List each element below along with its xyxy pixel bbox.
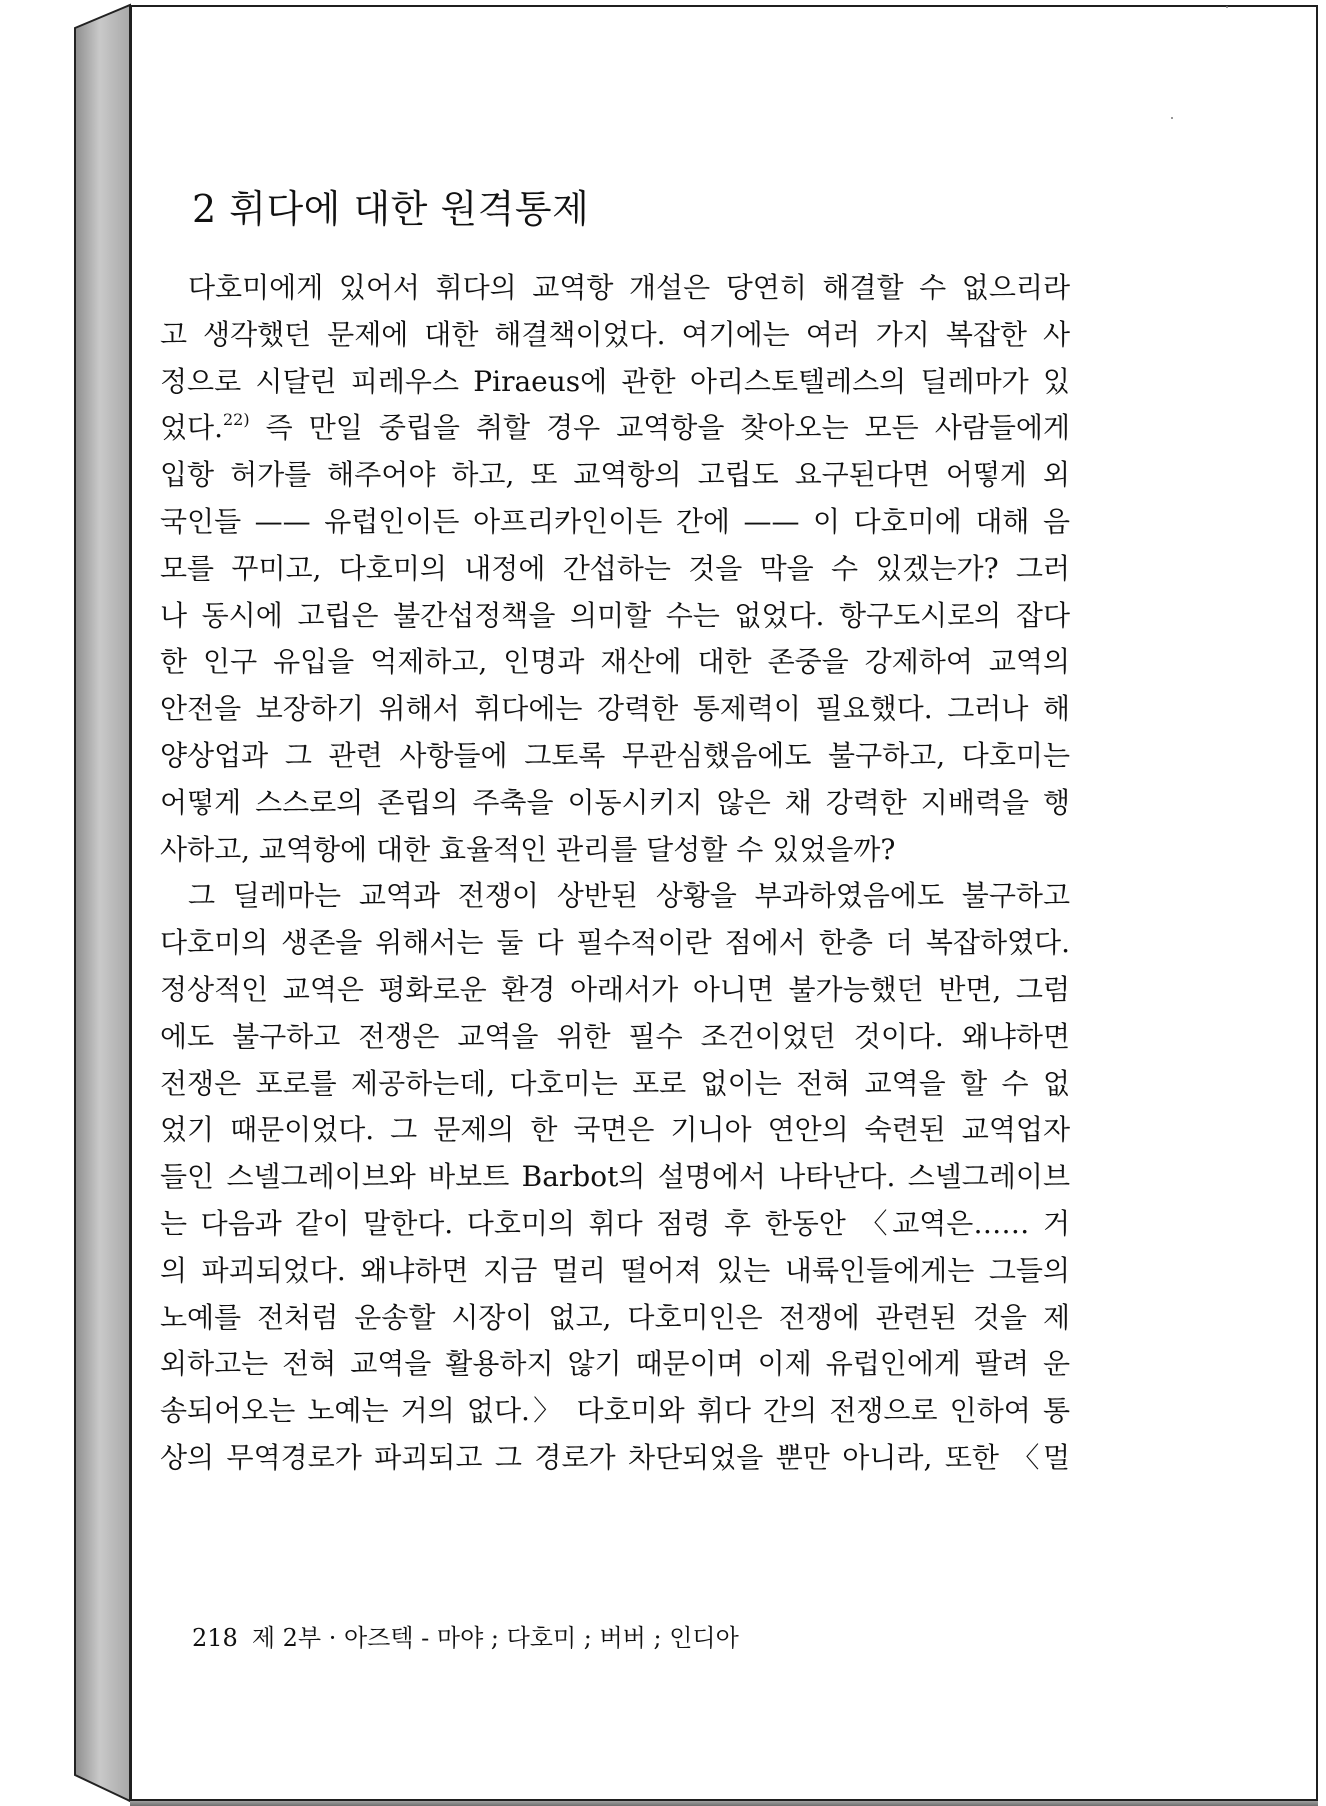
text-line: 나 동시에 고립은 불간섭정책을 의미할 수는 없었다. 항구도시로의 잡다 (160, 598, 1070, 632)
text-line: 모를 꾸미고, 다호미의 내정에 간섭하는 것을 막을 수 있겠는가? 그러 (160, 551, 1070, 585)
book-left-edge (75, 5, 130, 1801)
text-line: 노예를 전처럼 운송할 시장이 없고, 다호미인은 전쟁에 관련된 것을 제 (160, 1300, 1070, 1334)
footnote-reference: 22) (223, 410, 250, 430)
page-speck (1171, 117, 1173, 119)
running-head: 제 2부 · 아즈텍 - 마야 ; 다호미 ; 버버 ; 인디아 (251, 1624, 739, 1652)
text-line: 사하고, 교역항에 대한 효율적인 관리를 달성할 수 있었을까? (160, 832, 896, 866)
text-line: 그 딜레마는 교역과 전쟁이 상반된 상황을 부과하였음에도 불구하고 (188, 879, 1070, 913)
text-line: 입항 허가를 해주어야 하고, 또 교역항의 고립도 요구된다면 어떻게 외 (160, 458, 1070, 492)
text-line: 의 파괴되었다. 왜냐하면 지금 멀리 떨어져 있는 내륙인들에게는 그들의 (160, 1253, 1070, 1287)
text-line: 한 인구 유입을 억제하고, 인명과 재산에 대한 존중을 강제하여 교역의 (160, 645, 1070, 679)
text-line: 송되어오는 노예는 거의 없다.〉 다호미와 휘다 간의 전쟁으로 인하여 통 (160, 1394, 1070, 1428)
text-line: 다호미의 생존을 위해서는 둘 다 필수적이란 점에서 한층 더 복잡하였다. (160, 926, 1070, 960)
text-line: 안전을 보장하기 위해서 휘다에는 강력한 통제력이 필요했다. 그러나 해 (160, 692, 1070, 726)
text-line: 전쟁은 포로를 제공하는데, 다호미는 포로 없이는 전혀 교역을 할 수 없 (160, 1066, 1070, 1100)
body-text (160, 265, 1070, 1482)
text-fragment: 었다. (160, 411, 223, 445)
text-line: 외하고는 전혀 교역을 활용하지 않기 때문이며 이제 유럽인에게 팔려 운 (160, 1347, 1070, 1381)
chapter-heading: 2 휘다에 대한 원격통제 (192, 187, 590, 231)
text-fragment: 즉 만일 중립을 취할 경우 교역항을 찾아오는 모든 사람들에게 (249, 411, 1070, 445)
text-line: 정상적인 교역은 평화로운 환경 아래서가 아니면 불가능했던 반면, 그럼 (160, 972, 1070, 1006)
text-line: 들인 스넬그레이브와 바보트 Barbot의 설명에서 나타난다. 스넬그레이브 (160, 1160, 1070, 1194)
book-bottom-edge (130, 1801, 1318, 1806)
text-line: 어떻게 스스로의 존립의 주축을 이동시키지 않은 채 강력한 지배력을 행 (160, 785, 1070, 819)
text-line: 상의 무역경로가 파괴되고 그 경로가 차단되었을 뿐만 아니라, 또한 〈멀 (160, 1440, 1070, 1474)
text-line: 는 다음과 같이 말한다. 다호미의 휘다 점령 후 한동안 〈교역은…… 거 (160, 1206, 1070, 1240)
text-line: 다호미에게 있어서 휘다의 교역항 개설은 당연히 해결할 수 없으리라 (188, 271, 1070, 304)
text-line: 국인들 —— 유럽인이든 아프리카인이든 간에 —— 이 다호미에 대해 음 (160, 504, 1070, 538)
page-footer (192, 1618, 739, 1653)
page-number: 218 (192, 1624, 238, 1652)
text-line-with-footnote (160, 405, 1070, 452)
page-speck (1226, 6, 1228, 8)
text-line: 에도 불구하고 전쟁은 교역을 위한 필수 조건이었던 것이다. 왜냐하면 (160, 1019, 1070, 1053)
text-line: 양상업과 그 관련 사항들에 그토록 무관심했음에도 불구하고, 다호미는 (160, 738, 1070, 772)
text-line: 고 생각했던 문제에 대한 해결책이었다. 여기에는 여러 가지 복잡한 사 (160, 317, 1070, 351)
text-line: 었기 때문이었다. 그 문제의 한 국면은 기니아 연안의 숙련된 교역업자 (160, 1113, 1070, 1147)
text-line: 정으로 시달린 피레우스 Piraeus에 관한 아리스토텔레스의 딜레마가 있 (160, 364, 1070, 398)
